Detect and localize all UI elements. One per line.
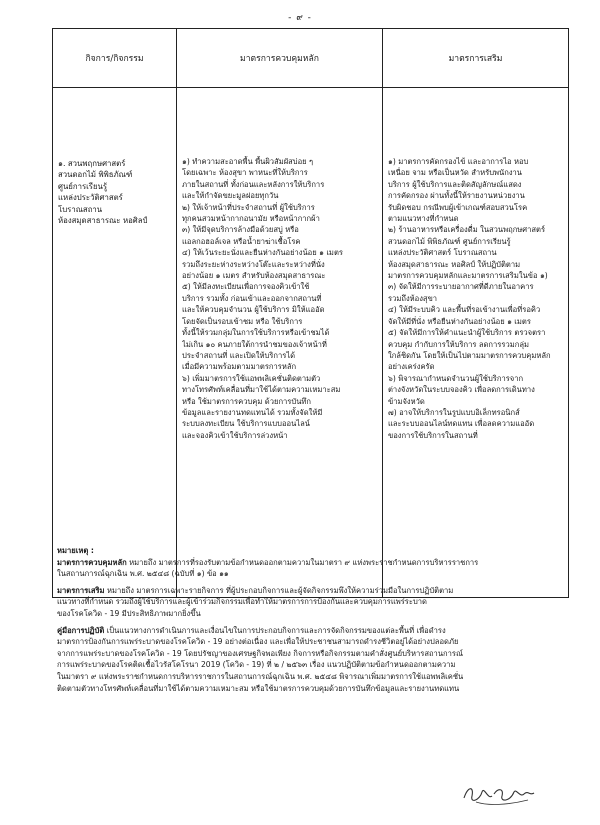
activity-line: แหล่งประวัติศาสตร์ bbox=[58, 193, 123, 203]
extra-measure-line: แหล่งประวัติศาสตร์ โบราณสถาน bbox=[388, 248, 497, 258]
note-line bbox=[57, 596, 567, 608]
main-measure-line: ประจำสถานที่ และเปิดให้บริการได้ bbox=[182, 350, 296, 360]
main-measure-line: และจองคิวเข้าใช้บริการล่วงหน้า bbox=[182, 430, 288, 440]
note-line bbox=[57, 608, 567, 620]
note-text: แนวทางที่กำหนด รวมถึงผู้ใช้บริการและผู้เข้าร่วมกิจกรรมเพื่อทำให้มาตรการการป้องกันและควบคุมการแพร่ระบาด bbox=[57, 597, 427, 607]
extra-measure-line: ต่างจังหวัดในระบบจองคิว เพื่อลดการเดินทาง bbox=[388, 385, 535, 395]
table-row bbox=[53, 88, 569, 598]
extra-measure-line: ๕) จัดให้มีการให้คำแนะนำผู้ใช้บริการ ตรวจตรา bbox=[388, 328, 546, 338]
note-line bbox=[57, 568, 567, 580]
main-measure-line: ไม่เกิน ๑๐ คนภายใต้การนำชมของเจ้าหน้าที่ bbox=[182, 339, 327, 349]
extra-measure-line: ข้ามจังหวัด bbox=[388, 396, 425, 406]
header-main-measures: มาตรการควบคุมหลัก bbox=[177, 29, 383, 88]
extra-measure-line: เหนื่อย จาม หรือเป็นหวัด สำหรับพนักงาน bbox=[388, 168, 522, 178]
note-line bbox=[57, 557, 567, 569]
note-text: มาตรการป้องกันการแพร่ระบาดของโรคโควิด - 19 อย่างต่อเนื่อง และเพื่อให้ประชาชนสามารถดำรงชีวิตอยู่ได้อย่างปลอดภัย bbox=[57, 637, 459, 647]
note-line bbox=[57, 683, 567, 695]
main-measure-line: ๒) ให้เจ้าหน้าที่ประจำสถานที่ ผู้ใช้บริการ bbox=[182, 202, 315, 212]
note-line bbox=[57, 648, 567, 660]
note-text: ในมาตรา ๙ แห่งพระราชกำหนดการบริหารราชการในสถานการณ์ฉุกเฉิน พ.ศ. ๒๕๔๘ พิจารณาเพิ่มมาตรการใช้แอพพลิเคชั่น bbox=[57, 671, 464, 681]
note-line bbox=[57, 585, 567, 597]
main-measure-line: ข้อมูลและรายงานทดแทนได้ รวมทั้งจัดให้มี bbox=[182, 407, 323, 417]
main-measure-line: ภายในสถานที่ ทั้งก่อนและหลังการให้บริการ bbox=[182, 179, 325, 189]
header-activity: กิจการ/กิจกรรม bbox=[53, 29, 177, 88]
extra-measure-line: ควบคุม กำกับการให้บริการ ลดการรวมกลุ่ม bbox=[388, 339, 529, 349]
extra-measure-line: อย่างเคร่งครัด bbox=[388, 362, 435, 372]
extra-measure-line: รวมถึงห้องสุขา bbox=[388, 293, 438, 303]
note-term: คู่มือการปฏิบัติ bbox=[57, 625, 105, 635]
extra-measure-line: ใกล้ชิดกัน โดยให้เป็นไปตามมาตรการควบคุมหลัก bbox=[388, 350, 551, 360]
extra-measure-line: ห้องสมุดสาธารณะ หอศิลป์ ให้ปฏิบัติตาม bbox=[388, 259, 521, 269]
note-line bbox=[57, 625, 567, 637]
extra-measure-line: จัดให้มีที่นั่ง หรือยืนห่างกันอย่างน้อย ๑ เมตร bbox=[388, 316, 531, 326]
main-measure-line: ๔) ให้เว้นระยะนั่งและยืนห่างกันอย่างน้อย ๑ เมตร bbox=[182, 248, 343, 258]
page-number: - ๙ - bbox=[288, 13, 312, 23]
extra-measure-line: การคัดกรอง ผ่านทั้งนี้ให้รายงานหน่วยงาน bbox=[388, 191, 525, 201]
extra-measure-line: ๓) จัดให้มีการระบายอากาศที่ดีภายในอาคาร bbox=[388, 282, 534, 292]
main-measure-line: รวมถึงระยะห่างระหว่างโต๊ะและระหว่างที่นั่ง bbox=[182, 259, 325, 269]
activity-line: ๑. สวนพฤกษศาสตร์ bbox=[58, 159, 126, 168]
extra-measure-line: สวนดอกไม้ พิพิธภัณฑ์ ศูนย์การเรียนรู้ bbox=[388, 236, 511, 246]
note-text: จากการแพร่ระบาดของโรคโควิด - 19 โดยปรัชญาของเศรษฐกิจพอเพียง กิจการหรือกิจกรรมตามคำสั่งศูนย์บริหารสถานการณ์ bbox=[57, 648, 463, 658]
extra-measure-line: บริการ ผู้ใช้บริการและติดสัญลักษณ์แสดง bbox=[388, 179, 522, 189]
extra-measure-line: รับผิดชอบ กรณีพบผู้เข้าเกณฑ์สอบสวนโรค bbox=[388, 202, 528, 212]
main-measure-line: แอลกอฮอล์เจล หรือน้ำยาฆ่าเชื้อโรค bbox=[182, 236, 301, 246]
note-text: ของโรคโควิด - 19 มีประสิทธิภาพมากยิ่งขึ้น bbox=[57, 608, 201, 618]
measures-table bbox=[52, 28, 569, 598]
main-measure-line: และให้ควบคุมจำนวน ผู้ใช้บริการ มิให้แออัด bbox=[182, 305, 325, 315]
main-measure-line: ทั้งนี้ให้รวมกลุ่มในการใช้บริการหรือเข้าชมได้ bbox=[182, 328, 330, 338]
main-measure-line: อย่างน้อย ๑ เมตร สำหรับห้องสมุดสาธารณะ bbox=[182, 271, 326, 281]
main-measure-line: ทางโทรศัพท์เคลื่อนที่มาใช้ได้ตามความเหมาะสม bbox=[182, 385, 341, 395]
signature-icon bbox=[458, 778, 538, 808]
activity-cell bbox=[53, 88, 177, 598]
note-text: เป็นแนวทางการดำเนินการและเงื่อนไขในการประกอบกิจการและการจัดกิจกรรมของแต่ละพื้นที่ เพื่อดำรง bbox=[104, 625, 446, 635]
extra-measure-line: และระบบออนไลน์ทดแทน เพื่อลดความแออัด bbox=[388, 419, 535, 429]
note-text: ในสถานการณ์ฉุกเฉิน พ.ศ. ๒๕๔๘ (ฉบับที่ ๑) ข้อ ๑๑ bbox=[57, 569, 229, 579]
extra-measure-line: ๖) พิจารณากำหนดจำนวนผู้ใช้บริการจาก bbox=[388, 373, 524, 383]
header-extra-measures: มาตรการเสริม bbox=[383, 29, 569, 88]
main-measure-line: ๖) เพิ่มมาตรการใช้แอพพลิเคชั่นติดตามตัว bbox=[182, 373, 321, 383]
extra-measure-line: ๔) ให้มีระบบคิว และพื้นที่รอเข้างานเพื่อที่รอคิว bbox=[388, 305, 541, 315]
main-measure-line: โดยจัดเป็นรอบเข้าชม หรือ ใช้บริการ bbox=[182, 316, 303, 326]
extra-measure-line: มาตรการควบคุมหลักและมาตรการเสริมในข้อ ๑) bbox=[388, 271, 548, 281]
note-text: หมายถึง มาตรการที่รองรับตามข้อกำหนดออกตามความในมาตรา ๙ แห่งพระราชกำหนดการบริหารราชการ bbox=[126, 557, 479, 567]
notes-section bbox=[57, 545, 567, 694]
activity-line: สวนดอกไม้ พิพิธภัณฑ์ bbox=[58, 170, 133, 180]
note-text: ติดตามตัวทางโทรศัพท์เคลื่อนที่มาใช้ได้ตามความเหมาะสม หรือใช้มาตรการควบคุมด้วยการบันทึกข้อมูลและรายงานทดแทน bbox=[57, 683, 460, 693]
table-header-row bbox=[53, 29, 569, 88]
extra-measure-line: ๒) ร้านอาหารหรือเครื่องดื่ม ในสวนพฤกษศาสตร์ bbox=[388, 225, 546, 235]
note-text: การแพร่ระบาดของโรคติดเชื้อไวรัสโคโรนา 2019 (โควิด - 19) ที่ ๒ / ๒๕๖๓ เรื่อง แนวปฏิบัติตามข้อกำหนดออกตามความ bbox=[57, 660, 456, 670]
note-line bbox=[57, 671, 567, 683]
main-measure-line: ๑) ทำความสะอาดพื้น พื้นผิวสัมผัสบ่อย ๆ bbox=[182, 157, 314, 166]
activity-line: โบราณสถาน bbox=[58, 204, 103, 214]
main-measures-cell bbox=[177, 88, 383, 598]
main-measure-line: ทุกคนสวมหน้ากากอนามัย หรือหน้ากากผ้า bbox=[182, 214, 320, 224]
extra-measure-line: ๗) อาจให้บริการในรูปแบบอิเล็กทรอนิกส์ bbox=[388, 407, 520, 417]
extra-measure-line: ของการใช้บริการในสถานที่ bbox=[388, 430, 478, 440]
main-measure-line: เมื่อมีความพร้อมตามมาตรการหลัก bbox=[182, 362, 297, 372]
notes-heading: หมายเหตุ : bbox=[57, 546, 94, 555]
note-text: หมายถึง มาตรการเฉพาะรายกิจการ ที่ผู้ประกอบกิจการและผู้จัดกิจกรรมพึงให้ความร่วมมือในการปฏิบัติตาม bbox=[104, 585, 454, 595]
main-measure-line: บริการ รวมทั้ง ก่อนเข้าและออกจากสถานที่ bbox=[182, 293, 322, 303]
note-line bbox=[57, 659, 567, 671]
extra-measure-line: ๑) มาตรการคัดกรองไข้ และอาการไอ หอบ bbox=[388, 157, 529, 166]
extra-measures-cell bbox=[383, 88, 569, 598]
main-measure-line: และให้กำจัดขยะมูลฝอยทุกวัน bbox=[182, 191, 279, 201]
note-line bbox=[57, 636, 567, 648]
extra-measure-line: ตามแนวทางที่กำหนด bbox=[388, 214, 459, 224]
note-term: มาตรการควบคุมหลัก bbox=[57, 557, 127, 567]
main-measure-line: ๕) ให้มีลงทะเบียนเพื่อการจองคิวเข้าใช้ bbox=[182, 282, 310, 292]
activity-line: ห้องสมุดสาธารณะ หอศิลป์ bbox=[58, 216, 148, 226]
main-measure-line: โดยเฉพาะ ห้องสุขา พาหนะที่ให้บริการ bbox=[182, 168, 308, 178]
main-measure-line: ระบบลงทะเบียน ใช้บริการแบบออนไลน์ bbox=[182, 419, 310, 429]
note-term: มาตรการเสริม bbox=[57, 585, 105, 595]
activity-line: ศูนย์การเรียนรู้ bbox=[58, 181, 108, 191]
main-measure-line: ๓) ให้มีจุดบริการล้างมือด้วยสบู่ หรือ bbox=[182, 225, 299, 235]
main-measure-line: หรือ ใช้มาตรการควบคุม ด้วยการบันทึก bbox=[182, 396, 312, 406]
